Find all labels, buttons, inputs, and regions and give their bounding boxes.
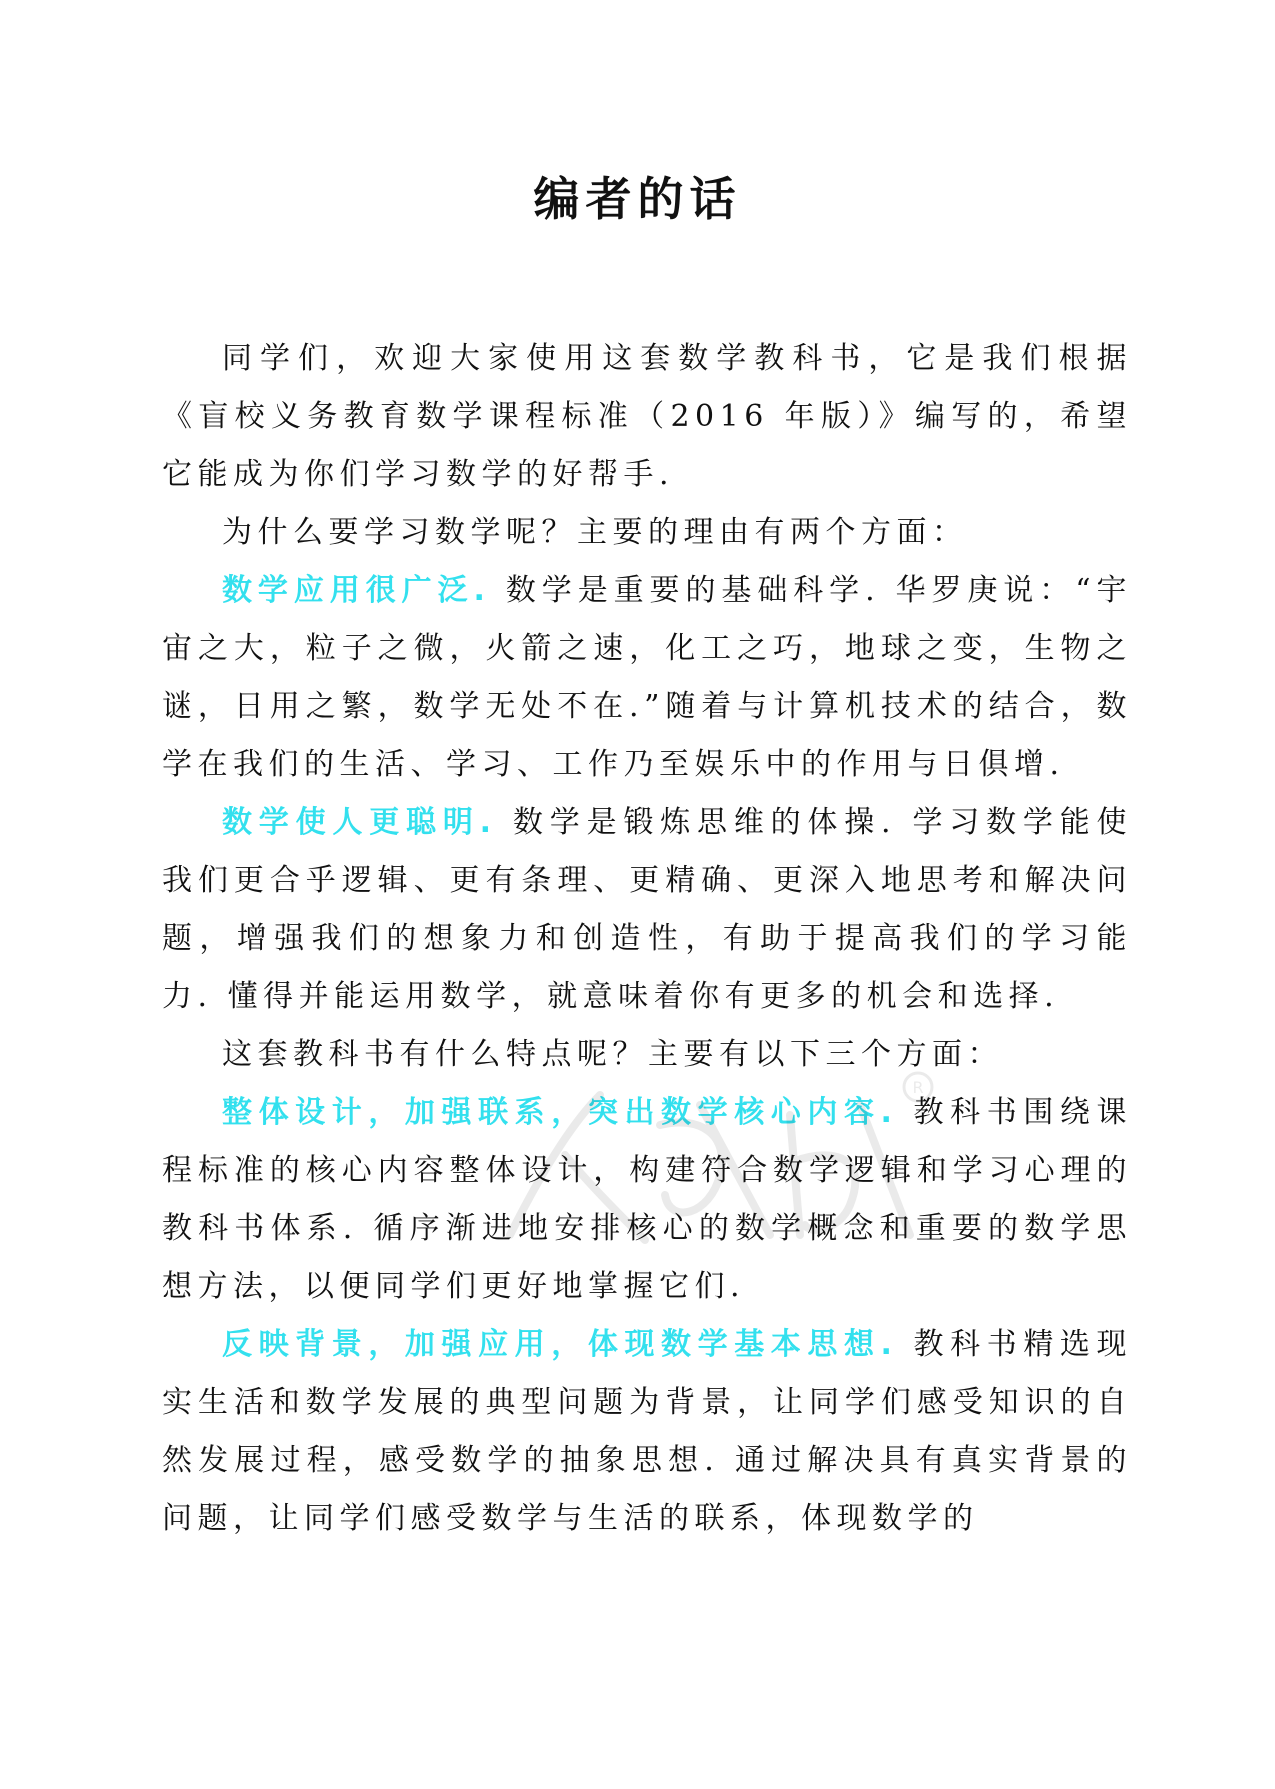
paragraph-text: 这套教科书有什么特点呢？主要有以下三个方面： [222,1037,1003,1072]
paragraph-lead: 反映背景，加强应用，体现数学基本思想. [222,1327,898,1362]
paragraph-text: 同学们，欢迎大家使用这套数学教科书，它是我们根据《盲校义务教育数学课程标准（2016 年版）》编写的，希望它能成为你们学习数学的好帮手. [162,341,1132,492]
paragraph-overall-design [162,1084,1132,1316]
svg-text:R: R [912,1078,924,1097]
paragraph-text: 数学是锻炼思维的体操. 学习数学能使我们更合乎逻辑、更有条理、更精确、更深入地思考和解决问题，增强我们的想象力和创造性，有助于提高我们的学习能力. 懂得并能运用数学，就意味着你有更多的机会和选择. [162,805,1133,1014]
paragraph-lead: 整体设计，加强联系，突出数学核心内容. [222,1095,898,1130]
paragraph-background [162,1316,1132,1548]
paragraph-lead: 数学应用很广泛. [222,573,491,608]
paragraph-text: 教科书围绕课程标准的核心内容整体设计，构建符合数学逻辑和学习心理的教科书体系. 循序渐进地安排核心的数学概念和重要的数学思想方法，以便同学们更好地掌握它们. [162,1095,1132,1304]
paragraph-features [162,1026,1132,1084]
paragraph-why-learn [162,504,1132,562]
paragraph-text: 数学是重要的基础科学. 华罗庚说：“宇宙之大，粒子之微，火箭之速，化工之巧，地球之变，生物之谜，日用之繁，数学无处不在.”随着与计算机技术的结合，数学在我们的生活、学习、工作乃至娱乐中的作用与日俱增. [162,573,1132,782]
paragraph-text: 教科书精选现实生活和数学发展的典型问题为背景，让同学们感受知识的自然发展过程，感受数学的抽象思想. 通过解决具有真实背景的问题，让同学们感受数学与生活的联系，体现数学的 [162,1327,1132,1536]
page-title: 编者的话 [533,171,742,226]
paragraph-smarter [162,794,1132,1026]
paragraph-lead: 数学使人更聪明. [222,805,497,840]
body-text [162,330,1132,1548]
paragraph-intro [162,330,1132,504]
paragraph-text: 为什么要学习数学呢？主要的理由有两个方面： [222,515,968,550]
paragraph-wide-application [162,562,1132,794]
